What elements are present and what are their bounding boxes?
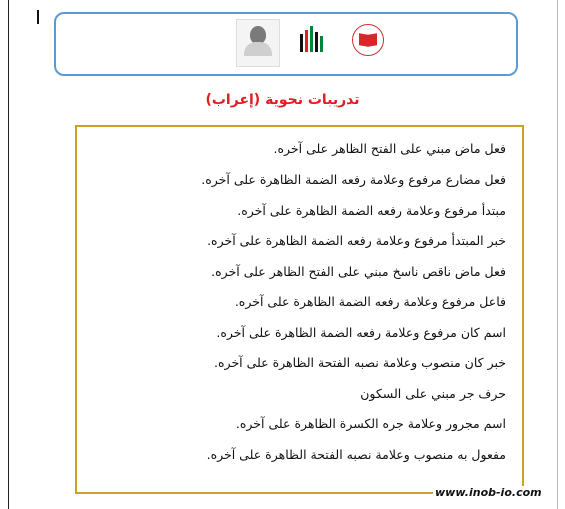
portrait-logo [236,19,280,67]
answer-line-3: مبتدأ مرفوع وعلامة رفعه الضمة الظاهرة على آخره. [237,203,506,218]
page-edge-left [8,0,9,509]
answer-line-11: مفعول به منصوب وعلامة نصبه الفتحة الظاهرة على آخره. [206,447,506,462]
answer-line-4: خبر المبتدأ مرفوع وعلامة رفعه الضمة الظاهرة على آخره. [207,233,506,248]
portrait-body-shape [244,42,272,56]
answer-line-7: اسم كان مرفوع وعلامة رفعه الضمة الظاهرة على آخره. [216,325,506,340]
answer-line-10: اسم مجرور وعلامة جره الكسرة الظاهرة على آخره. [235,416,506,431]
answer-line-8: خبر كان منصوب وعلامة نصبه الفتحة الظاهرة على آخره. [214,355,506,370]
emirates-logo [294,20,330,70]
text-cursor [37,10,39,24]
book-icon-right [368,33,377,47]
answer-line-2: فعل مضارع مرفوع وعلامة رفعه الضمة الظاهرة على آخره. [201,172,506,187]
page-edge-right [557,0,558,509]
header-logo-box [54,12,518,76]
answers-box [75,125,524,494]
answer-line-1: فعل ماض مبني على الفتح الظاهر على آخره. [273,141,506,156]
page-title: تدريبات نحوية (إعراب) [205,92,360,108]
school-logo [348,20,388,70]
answer-line-9: حرف جر مبني على السكون [360,386,506,401]
watermark: www.inob-io.com [435,486,542,499]
answer-line-6: فاعل مرفوع وعلامة رفعه الضمة الظاهرة على آخره. [234,294,506,309]
book-icon-left [359,33,368,47]
answer-line-5: فعل ماض ناقص ناسخ مبني على الفتح الظاهر على آخره. [211,264,506,279]
